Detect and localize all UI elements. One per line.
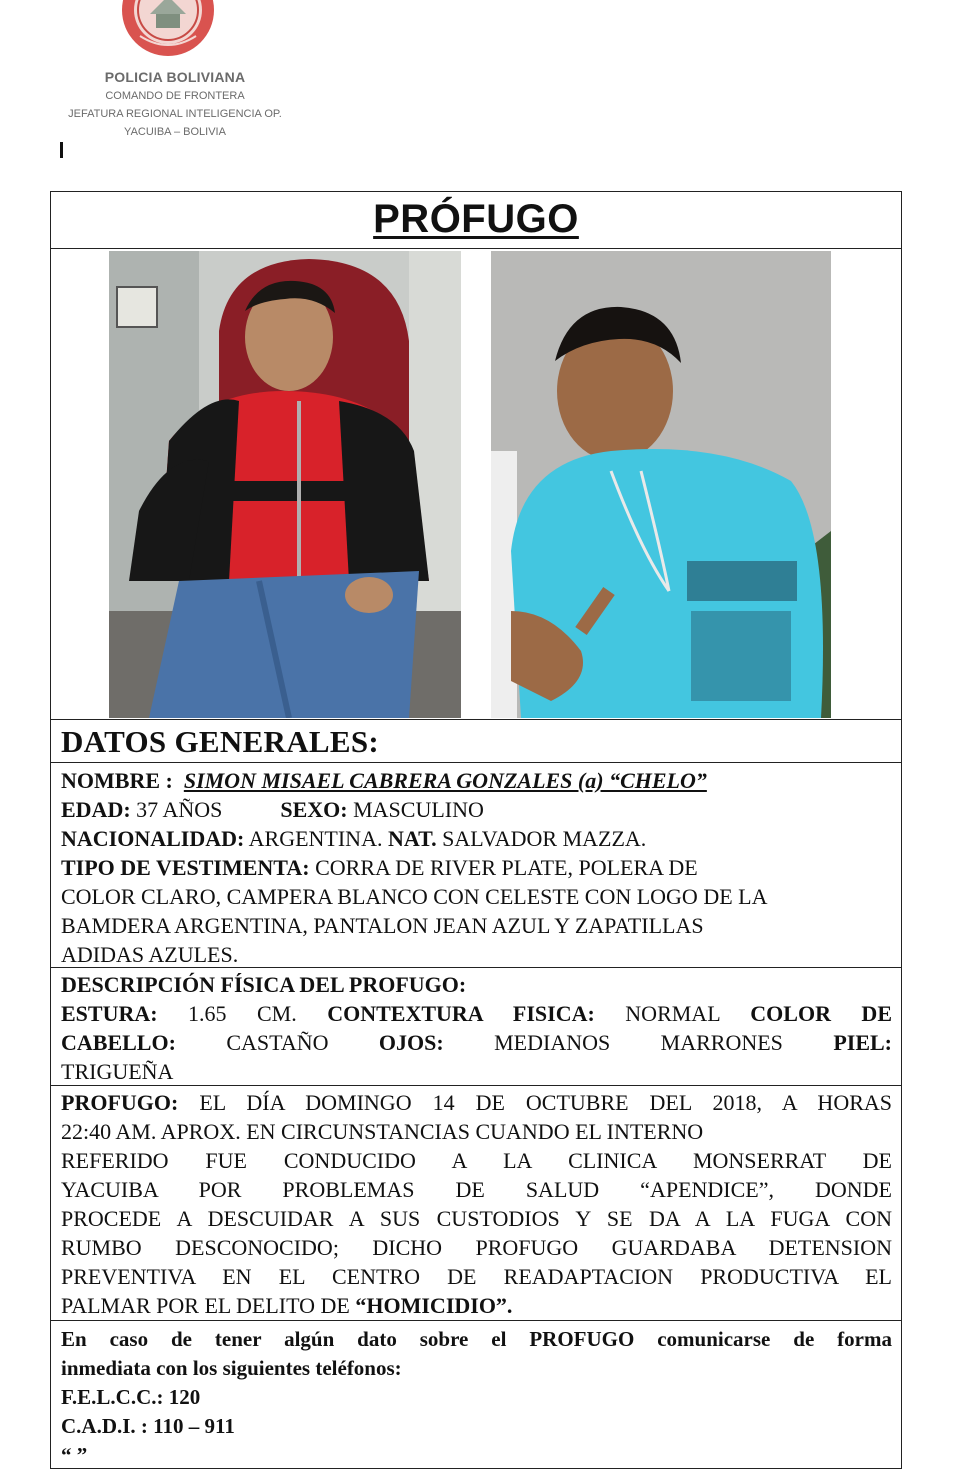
clothing-text-1: CORRA DE RIVER PLATE, POLERA DE bbox=[315, 855, 698, 880]
age-sex-line bbox=[61, 795, 892, 824]
skin-label: PIEL: bbox=[833, 1030, 893, 1055]
escape-line-6: RUMBO DESCONOCIDO; DICHO PROFUGO GUARDABA DETENSION bbox=[61, 1235, 892, 1260]
height-value: 1.65 CM. bbox=[188, 1001, 297, 1026]
contact-line-2: inmediata con los siguientes teléfonos: bbox=[61, 1356, 402, 1380]
escape-line-5: PROCEDE A DESCUIDAR A SUS CUSTODIOS Y SE DA A LA FUGA CON bbox=[61, 1206, 892, 1231]
height-label: ESTURA: bbox=[61, 1001, 158, 1026]
text-cursor bbox=[60, 142, 63, 158]
name-value: SIMON MISAEL CABRERA GONZALES (a) “CHELO” bbox=[183, 768, 707, 793]
clothing-line-3: BAMDERA ARGENTINA, PANTALON JEAN AZUL Y ZAPATILLAS bbox=[61, 913, 704, 938]
felcc-phone: F.E.L.C.C.: 120 bbox=[61, 1385, 201, 1409]
nationality-line bbox=[61, 824, 892, 853]
nat-label: NAT. bbox=[387, 826, 437, 851]
suspect-photo-1 bbox=[109, 251, 461, 718]
clothing-line-2: COLOR CLARO, CAMPERA BLANCO CON CELESTE CON LOGO DE LA bbox=[61, 884, 768, 909]
suspect-photo-2-image bbox=[491, 251, 831, 718]
suspect-photo-2 bbox=[491, 251, 831, 718]
age-value: 37 AÑOS bbox=[136, 797, 223, 822]
name-label: NOMBRE : bbox=[61, 768, 173, 793]
contact-section bbox=[51, 1321, 901, 1470]
clothing-line-4: ADIDAS AZULES. bbox=[61, 942, 239, 967]
poster-title: PRÓFUGO bbox=[373, 197, 579, 241]
name-line bbox=[61, 766, 892, 795]
clothing-line-1 bbox=[61, 853, 892, 882]
title-row bbox=[51, 192, 901, 249]
skin-value: TRIGUEÑA bbox=[61, 1059, 174, 1084]
escape-text-8: PALMAR POR EL DELITO DE bbox=[61, 1293, 350, 1318]
crime-name: “HOMICIDIO”. bbox=[355, 1293, 513, 1318]
nat-value: SALVADOR MAZZA. bbox=[442, 826, 647, 851]
escape-line-8 bbox=[61, 1291, 892, 1320]
escape-line-1 bbox=[61, 1088, 892, 1117]
physical-line-2 bbox=[61, 1028, 892, 1057]
photo-row bbox=[51, 249, 901, 720]
org-main-name: POLICIA BOLIVIANA bbox=[104, 69, 246, 85]
cadi-phone: C.A.D.I. : 110 – 911 bbox=[61, 1414, 235, 1438]
hair-value: CASTAÑO bbox=[226, 1030, 329, 1055]
nationality-label: NACIONALIDAD: bbox=[61, 826, 245, 851]
general-data-heading-row bbox=[51, 720, 901, 763]
physical-description-section bbox=[51, 968, 901, 1086]
letterhead bbox=[40, 0, 310, 160]
escape-line-7: PREVENTIVA EN EL CENTRO DE READAPTACION PRODUCTIVA EL bbox=[61, 1264, 892, 1289]
wanted-poster-table bbox=[50, 191, 902, 1469]
physical-line-1 bbox=[61, 999, 892, 1028]
police-seal-icon bbox=[120, 0, 216, 58]
hair-label-a: COLOR DE bbox=[750, 1001, 892, 1026]
escape-label: PROFUGO: bbox=[61, 1090, 179, 1115]
empty-quotes: “ ” bbox=[61, 1443, 88, 1467]
age-label: EDAD: bbox=[61, 797, 131, 822]
eyes-value: MEDIANOS MARRONES bbox=[494, 1030, 783, 1055]
hair-label-b: CABELLO: bbox=[61, 1030, 176, 1055]
physical-heading: DESCRIPCIÓN FÍSICA DEL PROFUGO: bbox=[61, 972, 467, 997]
escape-line-3: REFERIDO FUE CONDUCIDO A LA CLINICA MONSERRAT DE bbox=[61, 1148, 892, 1173]
sex-value: MASCULINO bbox=[353, 797, 484, 822]
nationality-value: ARGENTINA. bbox=[248, 826, 383, 851]
org-subtitle-1: COMANDO DE FRONTERA bbox=[105, 90, 245, 102]
general-data-heading: DATOS GENERALES: bbox=[61, 724, 380, 759]
org-location: YACUIBA – BOLIVIA bbox=[124, 126, 226, 138]
general-data-section bbox=[51, 763, 901, 968]
escape-line-4: YACUIBA POR PROBLEMAS DE SALUD “APENDICE”, DONDE bbox=[61, 1177, 892, 1202]
escape-details-section bbox=[51, 1086, 901, 1321]
clothing-label: TIPO DE VESTIMENTA: bbox=[61, 855, 310, 880]
escape-line-2: 22:40 AM. APROX. EN CIRCUNSTANCIAS CUANDO EL INTERNO bbox=[61, 1119, 704, 1144]
eyes-label: OJOS: bbox=[378, 1030, 444, 1055]
suspect-photo-1-image bbox=[109, 251, 461, 718]
org-subtitle-2: JEFATURA REGIONAL INTELIGENCIA OP. bbox=[68, 108, 282, 120]
build-value: NORMAL bbox=[625, 1001, 720, 1026]
escape-text-1: EL DÍA DOMINGO 14 DE OCTUBRE DEL 2018, A HORAS bbox=[199, 1090, 892, 1115]
sex-label: SEXO: bbox=[280, 797, 348, 822]
build-label: CONTEXTURA FISICA: bbox=[327, 1001, 595, 1026]
contact-line-1: En caso de tener algún dato sobre el PROFUGO comunicarse de forma bbox=[61, 1327, 892, 1351]
